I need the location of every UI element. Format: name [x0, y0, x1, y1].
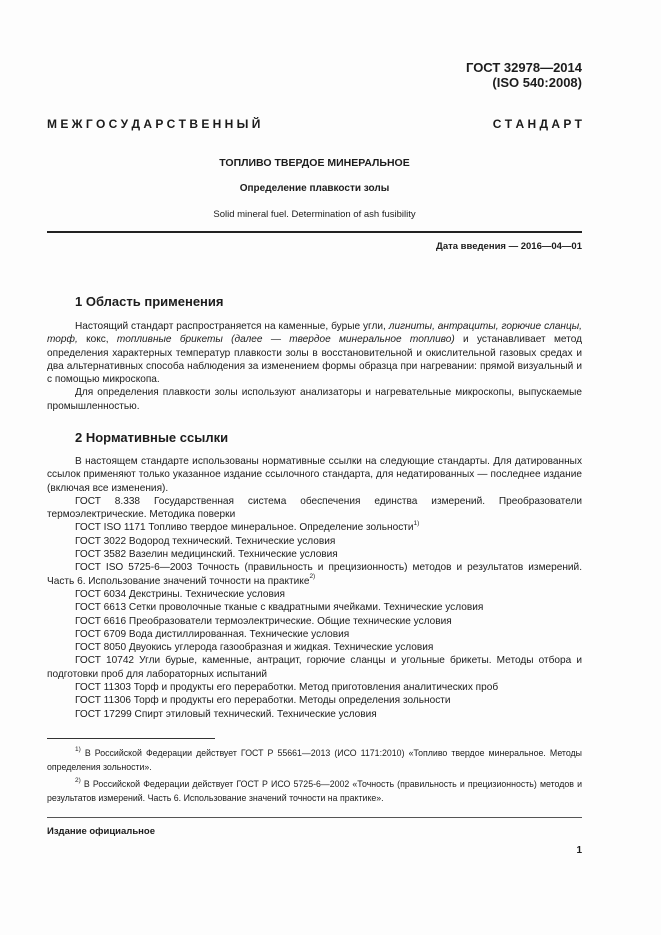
reference-item: ГОСТ ISO 1171 Топливо твердое минеральное. Определение зольности$^{1)}$	[75, 520, 420, 534]
document-number-block	[466, 60, 582, 90]
page-number: 1	[576, 845, 582, 856]
reference-item: ГОСТ 3582 Вазелин медицинский. Технические условия	[75, 549, 338, 561]
english-title: Solid mineral fuel. Determination of ash fusibility	[213, 209, 416, 220]
reference-item: ГОСТ 11306 Торф и продукты его переработки. Методы определения зольности	[75, 695, 451, 707]
section-2-heading: 2 Нормативные ссылки	[75, 430, 229, 445]
effective-date: Дата введения — 2016—04—01	[436, 241, 582, 252]
edition-divider	[47, 817, 582, 818]
reference-item: ГОСТ 11303 Торф и продукты его переработки. Метод приготовления аналитических проб	[75, 682, 499, 694]
reference-item: ГОСТ 6613 Сетки проволочные тканые с квадратными ячейками. Технические условия	[75, 602, 484, 614]
reference-item: ГОСТ 3022 Водород технический. Технические условия	[75, 535, 336, 547]
standard-type-banner	[47, 117, 582, 131]
footnote-divider	[47, 738, 215, 739]
footnotes	[47, 746, 582, 808]
document-subtitle: Определение плавкости золы	[239, 183, 390, 194]
footnote-2: $^{2)}$ В Российской Федерации действует ГОСТ Р ИСО 5725-6—2002 «Точность (правильность и прецизионность) методов и результатов измерений. Часть 6. Использование значений точности на практике».	[47, 777, 582, 803]
section-1-paragraph-2: Для определения плавкости золы используют анализаторы и нагревательные микроскопы, выпускаемые промышленностью.	[47, 387, 582, 412]
document-title: ТОПЛИВО ТВЕРДОЕ МИНЕРАЛЬНОЕ	[219, 157, 410, 169]
section-2-body	[47, 455, 582, 721]
section-1-body	[47, 320, 582, 413]
section-2-intro: В настоящем стандарте использованы нормативные ссылки на следующие стандарты. Для датированных ссылок применяют только указанное издание ссылочного стандарта, для недатированных — последнее издание (включая все изменения).	[47, 456, 582, 494]
reference-item: ГОСТ 8050 Двуокись углерода газообразная и жидкая. Технические условия	[75, 642, 434, 654]
reference-item: ГОСТ ISO 5725-6—2003 Точность (правильность и прецизионность) методов и результатов измерений. Часть 6. Использование значений точности на практике$^{2)}$	[47, 562, 582, 587]
reference-item: ГОСТ 6616 Преобразователи термоэлектрические. Общие технические условия	[75, 615, 452, 627]
reference-item: ГОСТ 6034 Декстрины. Технические условия	[75, 588, 285, 600]
iso-number: (ISO 540:2008)	[492, 75, 582, 90]
reference-item: ГОСТ 6709 Вода дистиллированная. Технические условия	[75, 628, 350, 640]
section-1-heading: 1 Область применения	[75, 294, 224, 309]
edition-label: Издание официальное	[47, 826, 155, 837]
reference-item: ГОСТ 10742 Угли бурые, каменные, антрацит, горючие сланцы и угольные брикеты. Методы отбора и подготовки проб для лабораторных испытаний	[47, 655, 582, 680]
section-1-paragraph-1: Настоящий стандарт распространяется на каменные, бурые угли, лигниты, антрациты, горючие сланцы, торф, кокс, топливные брикеты (далее — твердое минеральное топливо) и устанавливает метод определения характерных температур плавкости золы в восстановительной и окислительной газовых средах и два альтернативных способа наблюдения за изменением формы образца при нагревании: прямой визуальный и с помощью микроскопа.	[47, 321, 582, 386]
reference-item: ГОСТ 17299 Спирт этиловый технический. Технические условия	[75, 708, 377, 720]
reference-list	[47, 495, 582, 721]
banner-right: С Т А Н Д А Р Т	[492, 117, 582, 131]
footnote-1: $^{1)}$ В Российской Федерации действует ГОСТ Р 55661—2013 (ИСО 1171:2010) «Топливо твердое минеральное. Методы определения зольности».	[47, 746, 582, 772]
reference-item: ГОСТ 8.338 Государственная система обеспечения единства измерений. Преобразователи термоэлектрические. Методика поверки	[47, 495, 582, 521]
title-divider	[47, 231, 582, 233]
document-number: ГОСТ 32978—2014	[466, 60, 582, 75]
banner-left: М Е Ж Г О С У Д А Р С Т В Е Н Н Ы Й	[47, 117, 261, 131]
